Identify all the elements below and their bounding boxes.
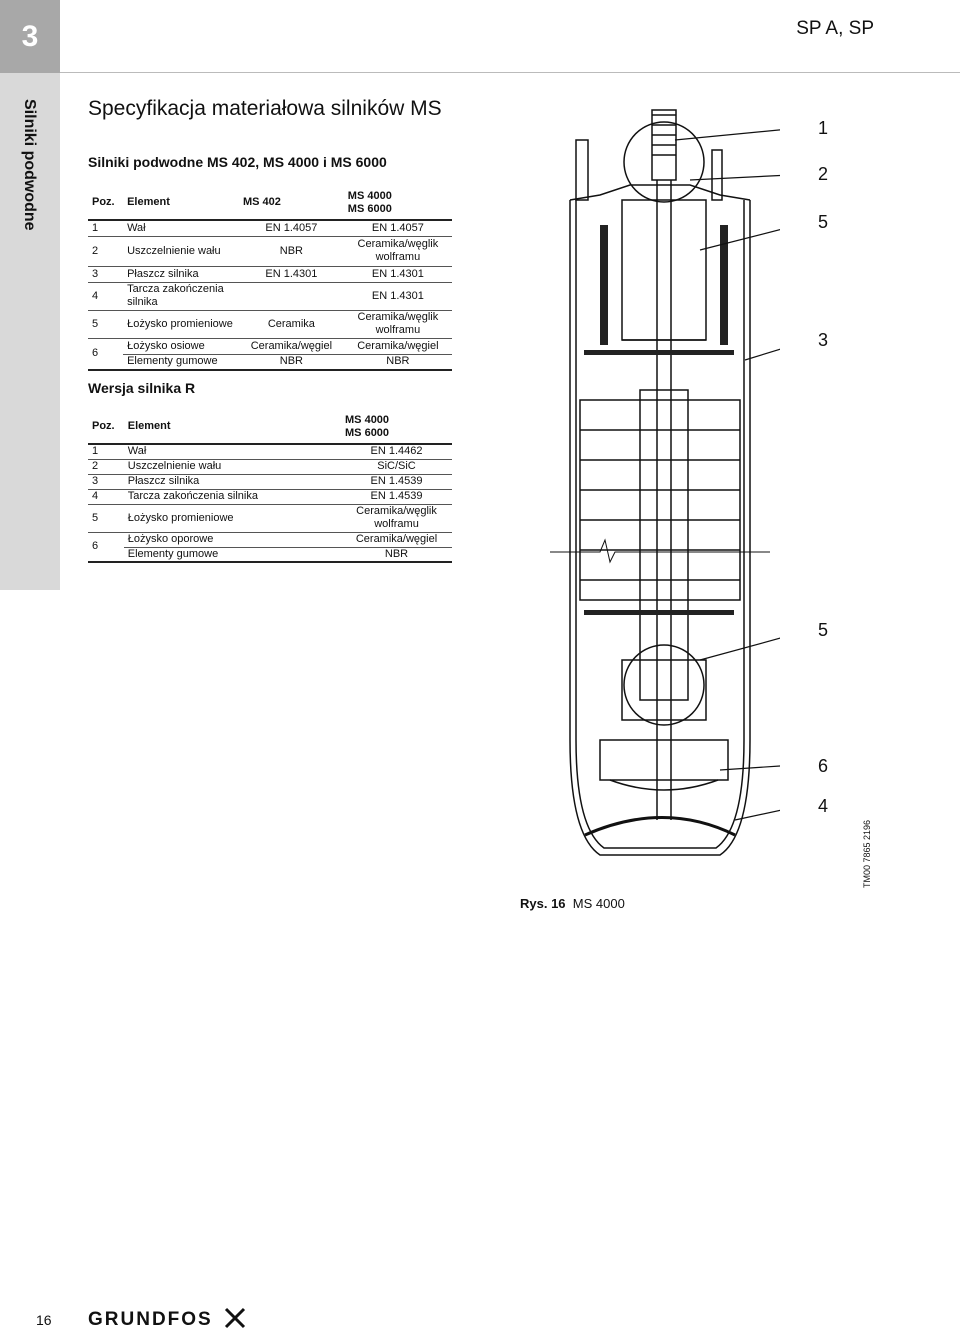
header-ms402: MS 402 <box>242 196 281 208</box>
side-tab-label: Silniki podwodne <box>21 99 38 231</box>
chapter-number: 3 <box>0 0 60 73</box>
table-row: 1 Wał EN 1.4057 EN 1.4057 <box>88 220 452 236</box>
figure-caption: Rys. 16 MS 4000 <box>520 896 625 911</box>
drawing-code: TM00 7865 2196 <box>862 819 872 888</box>
header-pos: Poz. <box>92 420 115 432</box>
callout-5-upper: 5 <box>818 212 829 232</box>
table-row: 3 Płaszcz silnika EN 1.4539 <box>88 474 452 489</box>
callout-6: 6 <box>818 756 829 776</box>
callout-1: 1 <box>818 118 829 138</box>
section-subtitle: Silniki podwodne MS 402, MS 4000 i MS 6000 <box>88 154 387 170</box>
grundfos-logo <box>88 1305 248 1334</box>
table-row: Elementy gumowe NBR <box>88 547 452 562</box>
version-heading: Wersja silnika R <box>88 380 196 396</box>
table-row: 6 Łożysko oporowe Ceramika/węgiel <box>88 532 452 547</box>
table-row: Elementy gumowe NBR NBR <box>88 354 452 370</box>
page-number: 16 <box>36 1312 52 1328</box>
header-divider <box>60 72 960 73</box>
table-row: 4 Tarcza zakończenia silnika EN 1.4301 <box>88 282 452 310</box>
table-row: 4 Tarcza zakończenia silnika EN 1.4539 <box>88 489 452 504</box>
header-pos: Poz. <box>92 196 115 208</box>
table-row: 1 Wał EN 1.4462 <box>88 444 452 459</box>
svg-text:GRUNDFOS: GRUNDFOS <box>88 1309 213 1329</box>
callout-5-lower: 5 <box>818 620 829 640</box>
callout-4: 4 <box>818 796 829 816</box>
motor-cross-section-drawing <box>540 100 780 880</box>
header-element: Element <box>127 420 171 432</box>
page-title: Specyfikacja materiałowa silników MS <box>88 97 442 120</box>
materials-table-r-version <box>88 410 452 563</box>
table-row: 5 Łożysko promieniowe Ceramika Ceramika/węglik wolframu <box>88 310 452 338</box>
header-element: Element <box>127 196 170 208</box>
table-row: 6 Łożysko osiowe Ceramika/węgiel Ceramika/węgiel <box>88 338 452 354</box>
materials-table-standard <box>88 186 452 371</box>
callout-2: 2 <box>818 164 829 184</box>
table-row: 5 Łożysko promieniowe Ceramika/węglik wolframu <box>88 504 452 532</box>
side-tab <box>0 73 60 590</box>
header-ms4000-6000: MS 4000 MS 6000 <box>345 413 390 439</box>
product-header: SP A, SP <box>796 18 874 39</box>
table-row: 2 Uszczelnienie wału SiC/SiC <box>88 459 452 474</box>
table-row: 2 Uszczelnienie wału NBR Ceramika/węglik wolframu <box>88 236 452 266</box>
table-row: 3 Płaszcz silnika EN 1.4301 EN 1.4301 <box>88 266 452 282</box>
callout-3: 3 <box>818 330 829 350</box>
header-ms4000-6000: MS 4000 MS 6000 <box>347 189 392 215</box>
